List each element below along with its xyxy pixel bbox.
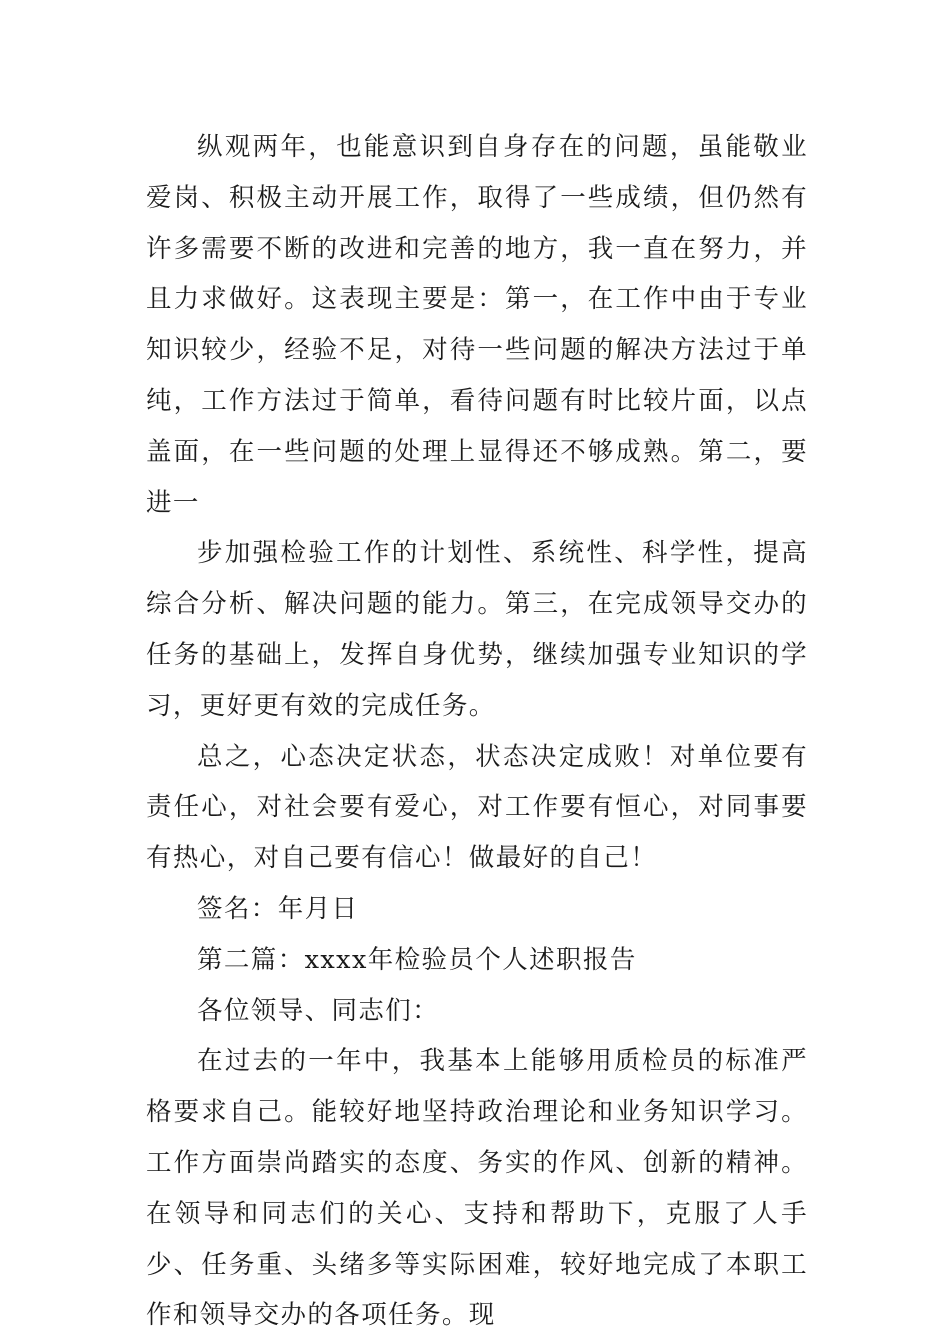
paragraph-improvements: 步加强检验工作的计划性、系统性、科学性，提高综合分析、解决问题的能力。第三，在完成领导交办的任务的基础上，发挥自身优势，继续加强专业知识的学习，更好更有效的完成任务。 bbox=[146, 538, 808, 721]
paragraph-conclusion: 总之，心态决定状态，状态决定成败！对单位要有责任心，对社会要有爱心，对工作要有恒心，对同事要有热心，对自己要有信心！做最好的自己！ bbox=[146, 741, 808, 874]
paragraph-report-intro: 在过去的一年中，我基本上能够用质检员的标准严格要求自己。能较好地坚持政治理论和业务知识学习。工作方面崇尚踏实的态度、务实的作风、创新的精神。在领导和同志们的关心、支持和帮助下，克服了人手少、任务重、头绪多等实际困难，较好地完成了本职工作和领导交办的各项任务。现 bbox=[146, 1046, 808, 1331]
signature-line: 签名：年月日 bbox=[197, 893, 359, 924]
salutation: 各位领导、同志们： bbox=[197, 995, 440, 1026]
paragraph-problems: 纵观两年，也能意识到自身存在的问题，虽能敬业爱岗、积极主动开展工作，取得了一些成绩，但仍然有许多需要不断的改进和完善的地方，我一直在努力，并且力求做好。这表现主要是：第一，在工作中由于专业知识较少，经验不足，对待一些问题的解决方法过于单纯，工作方法过于简单，看待问题有时比较片面，以点盖面，在一些问题的处理上显得还不够成熟。第二，要进一 bbox=[146, 132, 808, 518]
section-heading: 第二篇：xxxx年检验员个人述职报告 bbox=[197, 944, 637, 975]
document-body bbox=[146, 122, 808, 1341]
